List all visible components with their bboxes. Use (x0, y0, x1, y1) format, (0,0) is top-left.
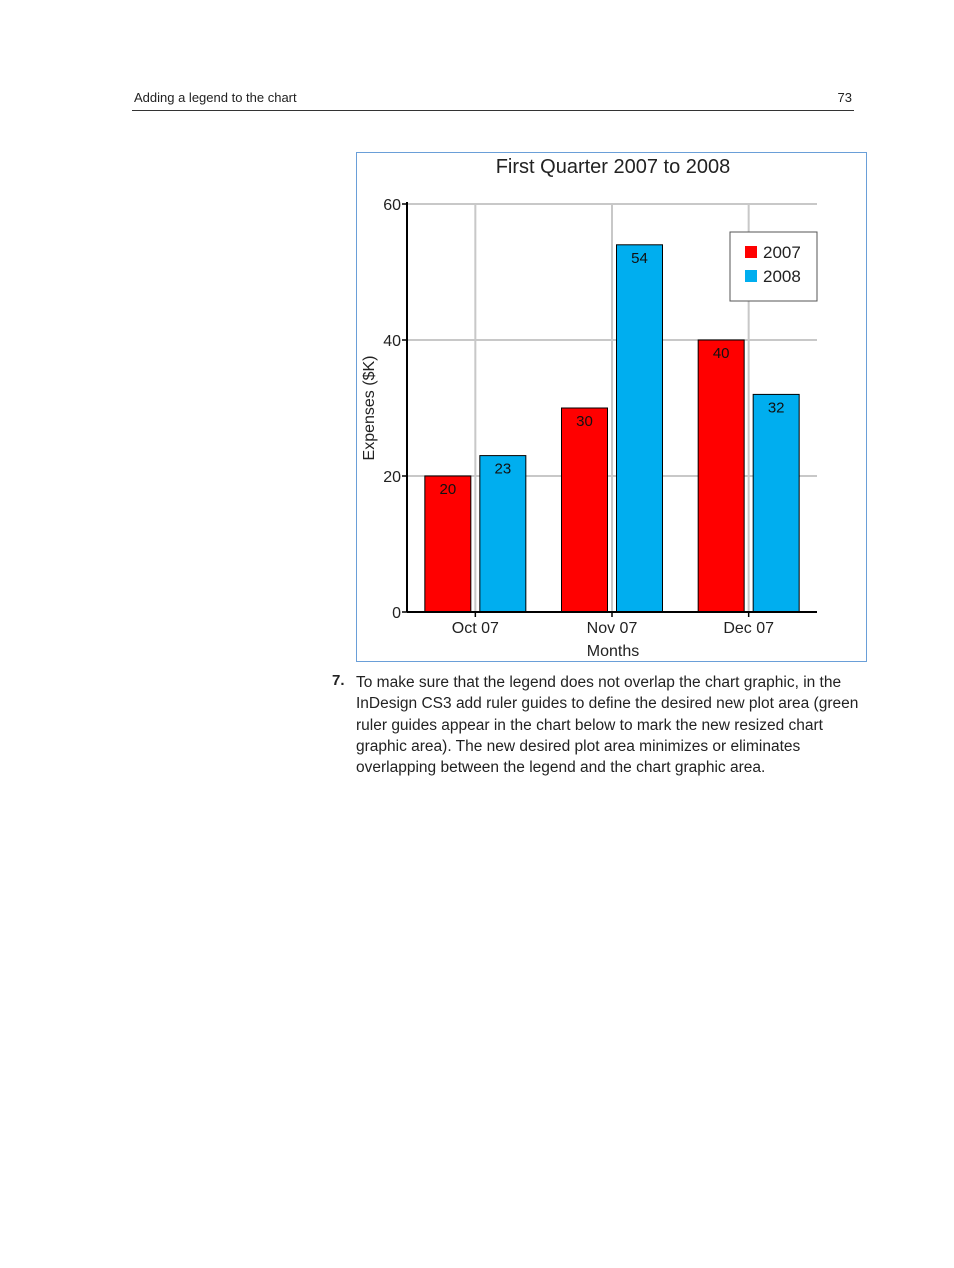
y-tick-label: 60 (383, 197, 401, 214)
y-axis-label: Expenses ($K) (361, 355, 378, 461)
y-tick-label: 20 (383, 469, 401, 486)
chart-legend (730, 232, 817, 301)
data-label: 30 (576, 413, 593, 430)
data-label: 32 (767, 399, 785, 417)
legend-swatch (745, 246, 757, 258)
x-tick-label: Oct 07 (451, 620, 499, 637)
chart-figure (356, 152, 867, 662)
bar (562, 408, 608, 612)
chart-title: First Quarter 2007 to 2008 (495, 156, 731, 178)
bar (480, 456, 526, 612)
legend-label: 2007 (763, 243, 801, 262)
header-title: Adding a legend to the chart (134, 90, 297, 105)
bar (753, 394, 799, 612)
y-tick-label: 40 (383, 333, 401, 350)
page-number: 73 (837, 90, 852, 105)
x-axis-label: Months (586, 643, 640, 660)
data-label: 20 (439, 481, 457, 498)
y-tick-label: 0 (392, 605, 401, 622)
step-number: 7. (332, 672, 345, 689)
legend-label: 2008 (763, 267, 801, 286)
data-label: 40 (712, 345, 730, 362)
bar-chart (357, 153, 866, 661)
x-tick-label: Dec 07 (723, 620, 775, 637)
bar (698, 340, 744, 612)
step-text: To make sure that the legend does not overlap the chart graphic, in the InDesign CS3 add ruler guides to define the desired new plot area (green ruler guides appear in the chart below to mark the new resized chart graphic area). The new desired plot area minimizes or eliminates overlapping between the legend and the chart graphic area. (356, 674, 859, 777)
x-tick-label: Nov 07 (586, 620, 638, 637)
page-header (132, 88, 854, 111)
data-label: 23 (494, 460, 512, 478)
bar (617, 245, 663, 612)
legend-swatch (745, 270, 757, 282)
data-label: 54 (631, 249, 648, 267)
